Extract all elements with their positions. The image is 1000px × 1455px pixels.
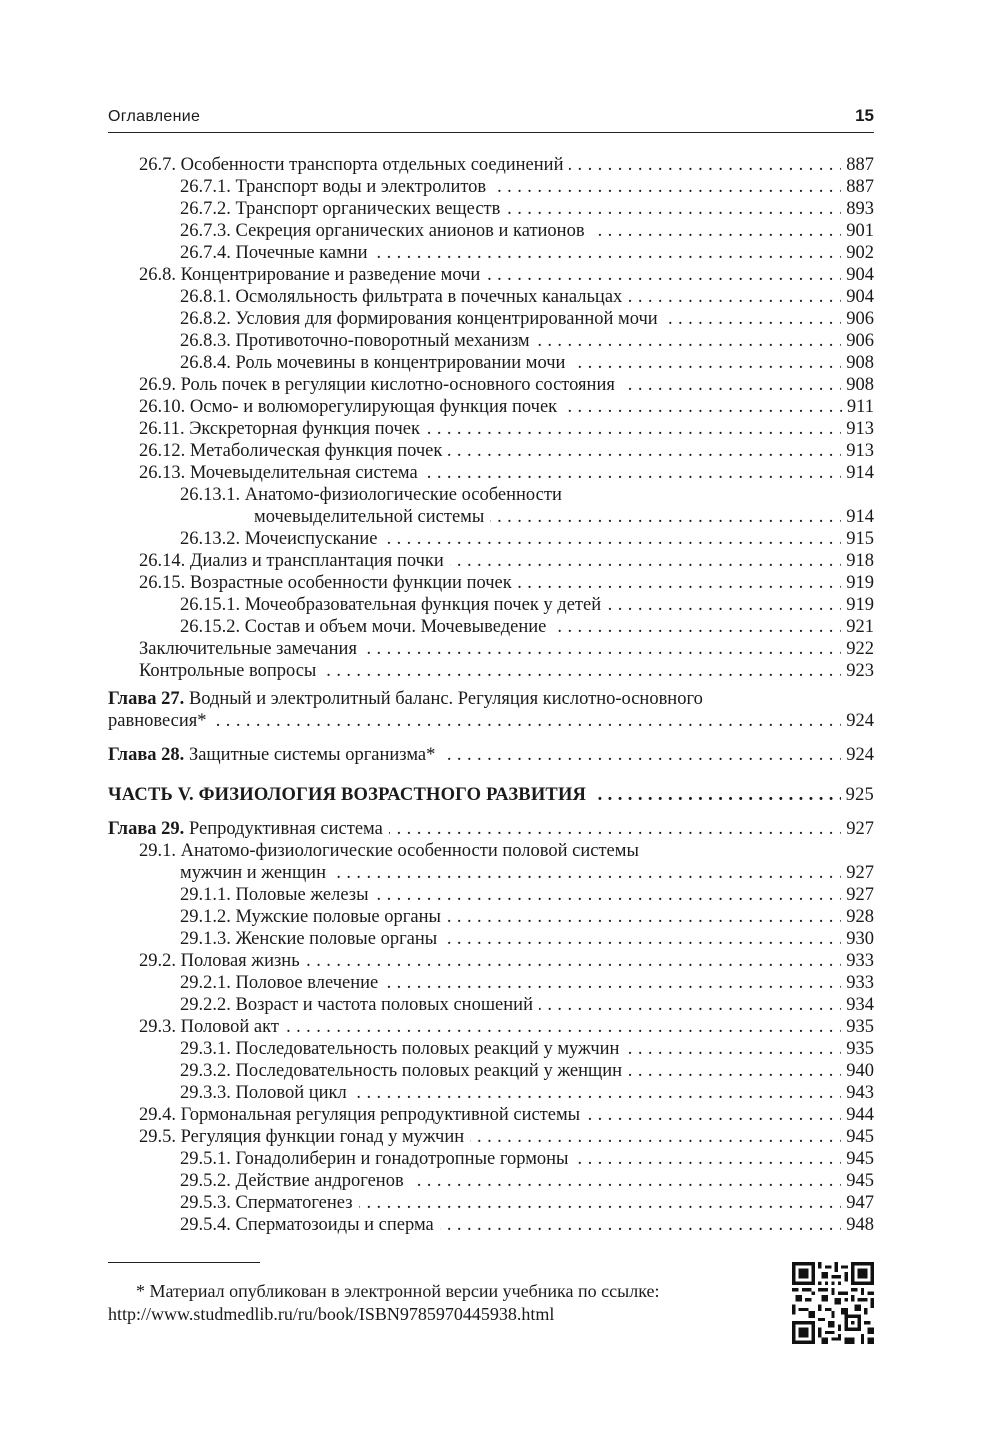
toc-entry[interactable]: 29.2.2. Возраст и частота половых сношений 934 . . . [180, 994, 874, 1016]
footnote-link[interactable]: http://www.studmedlib.ru/ru/book/ISBN9785970445938.html [108, 1304, 555, 1324]
toc-page: 908 [841, 352, 874, 374]
toc-entry[interactable]: 26.7.2. Транспорт органических веществ 893 . . . [180, 198, 874, 220]
toc-page: 902 [841, 242, 874, 264]
toc-entry[interactable]: 26.15.1. Мочеобразовательная функция почек у детей 919 . . . [180, 594, 874, 616]
toc-entry[interactable]: 26.13. Мочевыделительная система 914 . . . [139, 462, 874, 484]
toc-page: 904 [841, 286, 874, 308]
toc-page: 906 [841, 330, 874, 352]
footnote-divider [108, 1262, 260, 1263]
toc-page: 935 [841, 1016, 874, 1038]
chapter-label: Глава 29. [108, 819, 185, 839]
toc-entry[interactable]: 26.7.3. Секреция органических анионов и катионов 901 . . . [180, 220, 874, 242]
toc-page: 944 [841, 1104, 874, 1126]
toc-entry[interactable]: 29.3.1. Последовательность половых реакций у мужчин 935 . . . [180, 1038, 874, 1060]
toc-page: 940 [841, 1060, 874, 1082]
toc-page: 919 [841, 572, 874, 594]
toc-page: 948 [841, 1214, 874, 1236]
toc-entry[interactable]: 29.2.1. Половое влечение 933 . . . [180, 972, 874, 994]
header-title: Оглавление [108, 108, 201, 125]
chapter-label: Глава 27. [108, 689, 185, 709]
toc-page: 921 [841, 616, 874, 638]
toc-chapter-entry[interactable]: Глава 29. Репродуктивная система 927 . . . [108, 818, 874, 840]
toc-page: 914 [841, 462, 874, 484]
toc-entry[interactable]: 26.8.4. Роль мочевины в концентрировании мочи 908 . . . [180, 352, 874, 374]
toc-page: 945 [841, 1148, 874, 1170]
toc-page: 918 [841, 550, 874, 572]
toc-entry[interactable]: 29.5. Регуляция функции гонад у мужчин 945 . . . [139, 1126, 874, 1148]
toc-entry[interactable]: 26.7. Особенности транспорта отдельных соединений 887 . . . [139, 154, 874, 176]
toc-page: 930 [841, 928, 874, 950]
qr-code-icon [792, 1262, 874, 1344]
toc-page: 915 [841, 528, 874, 550]
footnote [108, 1280, 768, 1326]
toc-page: 901 [841, 220, 874, 242]
toc-page: 923 [841, 660, 874, 682]
toc-entry[interactable]: 26.10. Осмо- и волюморегулирующая функция почек 911 . . . [139, 396, 874, 418]
toc-entry[interactable]: 26.13.2. Мочеиспускание 915 . . . [180, 528, 874, 550]
toc-entry[interactable]: 29.1.2. Мужские половые органы 928 . . . [180, 906, 874, 928]
toc-page: 927 [841, 862, 874, 884]
toc-entry[interactable]: 26.8. Концентрирование и разведение мочи 904 . . . [139, 264, 874, 286]
toc-entry[interactable]: 26.7.1. Транспорт воды и электролитов 887 . . . [180, 176, 874, 198]
toc-page: 887 [841, 154, 874, 176]
toc-entry[interactable]: 29.1.3. Женские половые органы 930 . . . [180, 928, 874, 950]
toc-chapter-entry[interactable]: Глава 27. Водный и электролитный баланс. Регуляция кислотно-основного [108, 688, 874, 710]
toc-page: 914 [841, 506, 874, 528]
toc-page: 925 [841, 784, 874, 806]
footnote-text: * Материал опубликован в электронной версии учебника по ссылке: [136, 1281, 660, 1301]
toc-entry[interactable]: 29.3.2. Последовательность половых реакций у женщин 940 . . . [180, 1060, 874, 1082]
toc-entry[interactable]: мужчин и женщин 927 . . . [180, 862, 874, 884]
toc-entry[interactable]: 26.12. Метаболическая функция почек 913 . . . [139, 440, 874, 462]
toc-page: 913 [841, 418, 874, 440]
toc-entry[interactable]: 29.5.3. Сперматогенез 947 . . . [180, 1192, 874, 1214]
toc-entry[interactable]: 26.7.4. Почечные камни 902 . . . [180, 242, 874, 264]
toc-page: 924 [841, 744, 874, 766]
running-header [108, 104, 874, 133]
toc-entry[interactable]: Контрольные вопросы 923 . . . [139, 660, 874, 682]
toc-page: 947 [841, 1192, 874, 1214]
toc-page: 945 [841, 1170, 874, 1192]
header-page-number: 15 [855, 106, 874, 125]
toc-entry[interactable]: 29.1.1. Половые железы 927 . . . [180, 884, 874, 906]
toc-page: 943 [841, 1082, 874, 1104]
toc-page: 935 [841, 1038, 874, 1060]
toc-entry[interactable]: равновесия* 924 . . . [108, 710, 874, 732]
toc-entry[interactable]: 26.15. Возрастные особенности функции почек 919 . . . [139, 572, 874, 594]
toc-page: 924 [841, 710, 874, 732]
toc-page: 913 [841, 440, 874, 462]
toc-entry[interactable]: 29.2. Половая жизнь 933 . . . [139, 950, 874, 972]
toc-entry[interactable]: 29.5.1. Гонадолиберин и гонадотропные гормоны 945 . . . [180, 1148, 874, 1170]
toc-entry[interactable]: 26.13.1. Анатомо-физиологические особенности [180, 484, 874, 506]
toc-entry[interactable]: 26.8.1. Осмоляльность фильтрата в почечных канальцах 904 . . . [180, 286, 874, 308]
toc-entry[interactable]: 29.1. Анатомо-физиологические особенности половой системы [139, 840, 874, 862]
toc-entry[interactable]: 26.9. Роль почек в регуляции кислотно-основного состояния 908 . . . [139, 374, 874, 396]
toc-entry[interactable]: 26.14. Диализ и трансплантация почки 918 . . . [139, 550, 874, 572]
toc-page: 927 [841, 818, 874, 840]
toc-page: 933 [841, 950, 874, 972]
toc-page: 927 [841, 884, 874, 906]
toc-page: 945 [841, 1126, 874, 1148]
toc-page: 906 [841, 308, 874, 330]
toc-entry[interactable]: 29.3. Половой акт 935 . . . [139, 1016, 874, 1038]
toc-entry[interactable]: 26.8.3. Противоточно-поворотный механизм 906 . . . [180, 330, 874, 352]
toc-page: 911 [842, 396, 874, 418]
toc-entry[interactable]: 29.4. Гормональная регуляция репродуктивной системы 944 . . . [139, 1104, 874, 1126]
toc-page: 928 [841, 906, 874, 928]
toc-entry[interactable]: 26.8.2. Условия для формирования концентрированной мочи 906 . . . [180, 308, 874, 330]
toc-entry[interactable]: 26.15.2. Состав и объем мочи. Мочевыведение 921 . . . [180, 616, 874, 638]
toc-entry[interactable]: 29.5.4. Сперматозоиды и сперма 948 . . . [180, 1214, 874, 1236]
toc-page: 908 [841, 374, 874, 396]
toc-chapter-entry[interactable]: Глава 28. Защитные системы организма* 924 . . . [108, 744, 874, 766]
toc-page: 919 [841, 594, 874, 616]
toc-entry[interactable]: 29.3.3. Половой цикл 943 . . . [180, 1082, 874, 1104]
toc-page: 904 [841, 264, 874, 286]
toc-page: 893 [841, 198, 874, 220]
toc-entry[interactable]: 26.11. Экскреторная функция почек 913 . . . [139, 418, 874, 440]
toc-page: 933 [841, 972, 874, 994]
toc-page: 922 [841, 638, 874, 660]
toc-page: 887 [841, 176, 874, 198]
toc-page: 934 [841, 994, 874, 1016]
toc-entry[interactable]: Заключительные замечания 922 . . . [139, 638, 874, 660]
chapter-label: Глава 28. [108, 745, 185, 765]
toc-entry[interactable]: 29.5.2. Действие андрогенов 945 . . . [180, 1170, 874, 1192]
toc-part-entry[interactable]: ЧАСТЬ V. ФИЗИОЛОГИЯ ВОЗРАСТНОГО РАЗВИТИЯ 925 . . . [108, 784, 874, 806]
toc-entry[interactable]: мочевыделительной системы 914 . . . [254, 506, 874, 528]
